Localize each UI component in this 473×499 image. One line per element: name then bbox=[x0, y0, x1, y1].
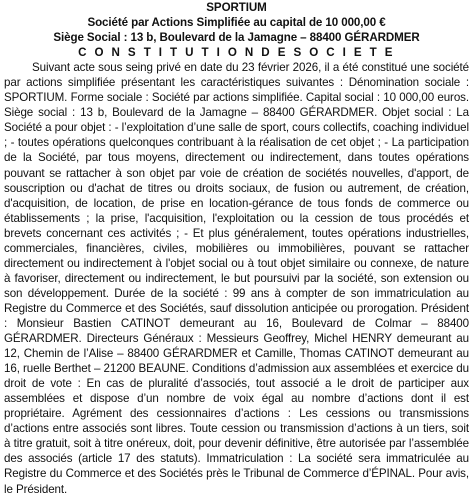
company-name: SPORTIUM bbox=[206, 1, 267, 14]
notice-body: Suivant acte sous seing privé en date du 23 février 2026, il a été constitué une société par actions simplifiée présentant les caractéristiques suivantes : Dénomination sociale : SPORTIUM. Forme sociale : Société par actions simplifiée. Capital social : 10 000,00 euros. Siège social : 13 b, Boulevard de la Jamagne – 88400 GÉRARDMER. Objet social : La Société a pour objet : - l’exploitation d’une salle de sport, cours collectifs, coaching individuel ; - toutes opérations quelconques contribuant à la réalisation de cet objet ; - La participation de la Société, par tous moyens, directement ou indirectement, dans toutes opérations pouvant se rattacher à son objet par voie de création de sociétés nouvelles, d'apport, de souscription ou d'achat de titres ou droits sociaux, de fusion ou autrement, de création, d'acquisition, de location, de prise en location-gérance de tous fonds de commerce ou établissements ; la prise, l'acquisition, l'exploitation ou la cession de tous procédés et brevets concernant ces activités ; - Et plus généralement, toutes opérations industrielles, commerciales, financières, civiles, mobilières ou immobilières, pouvant se rattacher directement ou indirectement à l'objet social ou à tout objet similaire ou connexe, de nature à favoriser, directement ou indirectement, le but poursuivi par la société, son extension ou son développement. Durée de la société : 99 ans à compter de son immatriculation au Registre du Commerce et des Sociétés, sauf dissolution anticipée ou prorogation. Président : Monsieur Bastien CATINOT demeurant au 16, Boulevard de Colmar – 88400 GÉRARDMER. Directeurs Généraux : Messieurs Geoffrey, Michel HENRY demeurant au 12, Chemin de l’Alise – 88400 GÉRARDMER et Camille, Thomas CATINOT demeurant au 16, ruelle Berthet – 21200 BEAUNE. Conditions d’admission aux assemblées et exercice du droit de vote : En cas de pluralité d’associés, tout associé a le droit de participer aux assemblées et dispose d’un nombre de voix égal au nombre d’actions dont il est propriétaire. Agrément des cessionnaires d’actions : Les cessions ou transmissions d’actions entre associés sont libres. Toute cession ou transmission d’actions à un tiers, soit à titre gratuit, soit à titre onéreux, doit, pour devenir définitive, être autorisée par l’assemblée des associés (article 17 des statuts). Immatriculation : La société sera immatriculée au Registre du Commerce et des Sociétés près le Tribunal de Commerce d’ÉPINAL. Pour avis, le Président. bbox=[4, 61, 469, 496]
head-office-line: Siège Social : 13 b, Boulevard de la Jamagne – 88400 GÉRARDMER bbox=[53, 31, 420, 45]
section-title: C O N S T I T U T I O N D E S O C I E T E bbox=[78, 46, 395, 60]
legal-form-line: Société par Actions Simplifiée au capital de 10 000,00 € bbox=[87, 16, 386, 30]
